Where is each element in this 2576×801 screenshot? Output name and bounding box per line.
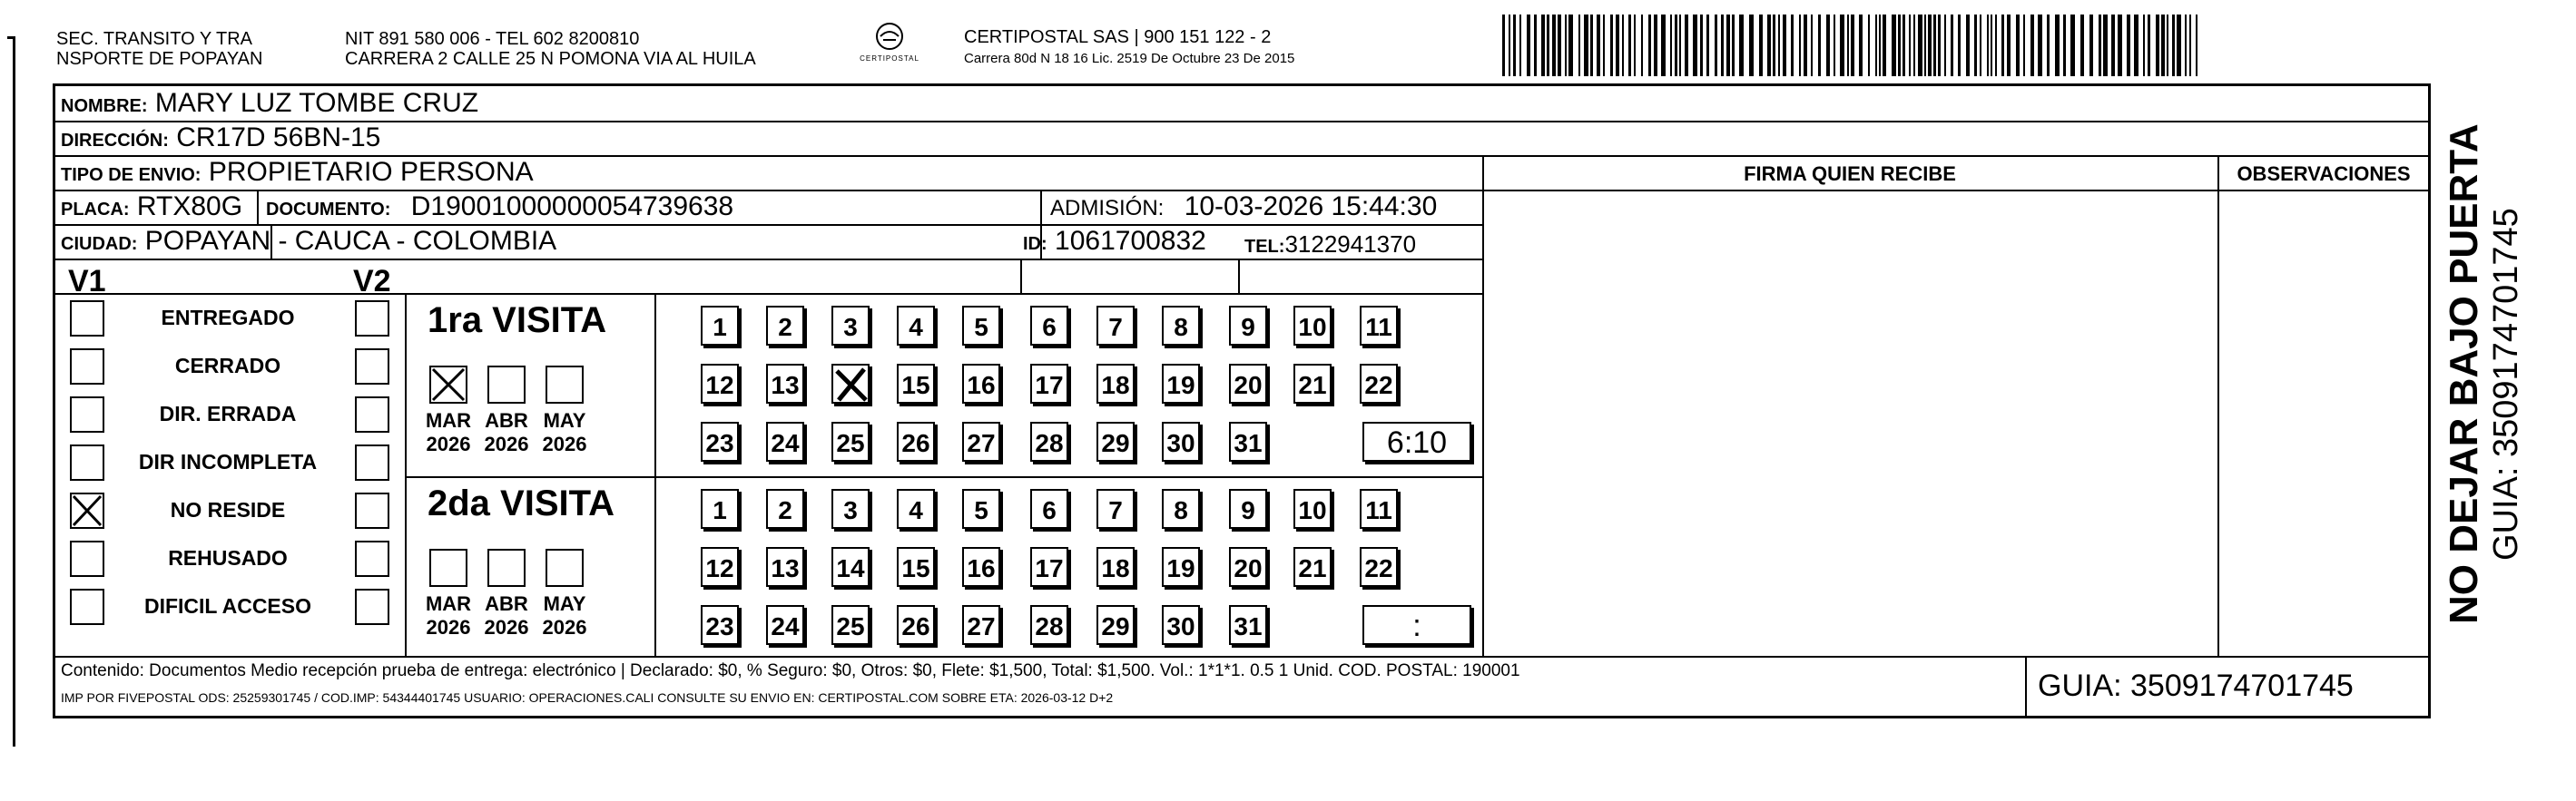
day-checkbox[interactable]: 14 <box>831 547 870 587</box>
barcode-bar <box>1818 15 1821 76</box>
day-checkbox[interactable]: 17 <box>1030 547 1068 587</box>
barcode-bar <box>1628 15 1631 76</box>
month-year: 2026 <box>542 616 587 639</box>
barcode-bar <box>1995 15 1997 76</box>
barcode-bar <box>2118 15 2122 76</box>
barcode-bar <box>1826 15 1830 76</box>
day-checkbox[interactable]: 11 <box>1360 489 1398 529</box>
barcode-bar <box>1859 15 1863 76</box>
barcode-bar <box>2161 15 2165 76</box>
barcode-bar <box>1641 15 1643 76</box>
barcode-bar <box>1958 15 1961 76</box>
v2-checkbox[interactable] <box>355 348 389 385</box>
barcode-bar <box>1868 15 1870 76</box>
barcode-bar <box>1944 15 1946 76</box>
plate-row <box>61 190 242 226</box>
admission-label: ADMISIÓN: <box>1050 196 1165 220</box>
recipient-address: CR17D 56BN-15 <box>176 122 381 152</box>
barcode-bar <box>1726 15 1730 76</box>
barcode-bar <box>2111 15 2115 76</box>
month-name: MAR <box>425 592 472 615</box>
address-label: DIRECCIÓN: <box>61 131 169 151</box>
barcode-bar <box>1513 15 1516 76</box>
barcode-bar <box>1898 15 1901 76</box>
barcode-bar <box>2080 15 2084 76</box>
barcode-bar <box>1875 15 1877 76</box>
barcode-bar <box>1799 15 1801 76</box>
barcode-bar <box>2172 15 2175 76</box>
barcode-bar <box>1519 15 1521 76</box>
barcode-bar <box>2038 15 2042 76</box>
day-checkbox[interactable]: 10 <box>1293 489 1332 529</box>
type-label: TIPO DE ENVIO: <box>61 165 202 185</box>
month-name: MAY <box>543 409 586 432</box>
day-checkbox[interactable]: 7 <box>1096 489 1135 529</box>
month-name: ABR <box>485 409 528 432</box>
day-checkbox[interactable]: 23 <box>701 422 739 462</box>
barcode <box>1502 15 2201 76</box>
barcode-bar <box>1791 15 1794 76</box>
tel-label: TEL: <box>1244 237 1285 257</box>
side-guia: GUIA: 3509174701745 <box>2487 208 2525 561</box>
day-checkbox[interactable]: 5 <box>962 306 1000 346</box>
v1-heading: V1 <box>68 264 106 298</box>
barcode-bar <box>1622 15 1624 76</box>
barcode-bar <box>2001 15 2004 76</box>
day-checkbox[interactable]: 20 <box>1229 547 1267 587</box>
day-checkbox[interactable]: 13 <box>766 547 804 587</box>
day-checkbox[interactable]: 26 <box>897 605 935 645</box>
barcode-bar <box>1541 15 1545 76</box>
barcode-bar <box>1654 15 1657 76</box>
barcode-bar <box>2103 15 2108 76</box>
barcode-bar <box>1547 15 1549 76</box>
status-label: ENTREGADO <box>161 306 295 329</box>
barcode-bar <box>1558 15 1561 76</box>
barcode-bar <box>2047 15 2050 76</box>
day-checkbox[interactable]: 5 <box>962 489 1000 529</box>
delivery-form <box>53 83 2431 718</box>
day-checkbox[interactable]: 18 <box>1096 364 1135 404</box>
name-label: NOMBRE: <box>61 96 148 116</box>
day-checkbox[interactable]: 19 <box>1162 547 1200 587</box>
v2-heading: V2 <box>353 264 391 298</box>
day-checkbox[interactable]: 22 <box>1360 547 1398 587</box>
month-label <box>537 592 592 640</box>
month-year: 2026 <box>484 433 529 455</box>
barcode-bar <box>1847 15 1849 76</box>
month-name: MAR <box>425 409 472 432</box>
day-checkbox[interactable]: 27 <box>962 605 1000 645</box>
v1-checkbox[interactable] <box>70 348 104 385</box>
barcode-bar <box>1568 15 1573 76</box>
barcode-bar <box>1693 15 1697 76</box>
visit-title: 2da VISITA <box>428 484 615 523</box>
v1-checkbox[interactable] <box>70 541 104 577</box>
day-checkbox[interactable]: 2 <box>766 306 804 346</box>
day-checkbox[interactable]: 20 <box>1229 364 1267 404</box>
v2-checkbox[interactable] <box>355 493 389 529</box>
barcode-bar <box>1634 15 1636 76</box>
barcode-bar <box>1834 15 1835 76</box>
barcode-bar <box>1552 15 1556 76</box>
barcode-bar <box>1773 15 1775 76</box>
barcode-bar <box>1991 15 1992 76</box>
month-checkbox[interactable] <box>429 366 467 404</box>
month-checkbox[interactable] <box>546 366 584 404</box>
barcode-bar <box>1903 15 1905 76</box>
barcode-bar <box>1783 15 1786 76</box>
barcode-bar <box>1732 15 1735 76</box>
status-label: DIR. ERRADA <box>159 402 297 425</box>
v2-checkbox[interactable] <box>355 396 389 433</box>
barcode-bar <box>2189 15 2191 76</box>
id-label: ID: <box>1023 234 1047 254</box>
day-checkbox[interactable]: 30 <box>1162 422 1200 462</box>
day-mark <box>833 366 870 404</box>
barcode-bar <box>2007 15 2011 76</box>
day-checkbox[interactable]: 13 <box>766 364 804 404</box>
month-name: ABR <box>485 592 528 615</box>
day-checkbox[interactable]: 25 <box>831 422 870 462</box>
day-checkbox[interactable]: 6 <box>1030 306 1068 346</box>
barcode-bar <box>1928 15 1932 76</box>
nit-block <box>345 29 756 69</box>
day-checkbox[interactable]: 9 <box>1229 489 1267 529</box>
day-checkbox[interactable]: 16 <box>962 364 1000 404</box>
barcode-bar <box>2167 15 2168 76</box>
barcode-bar <box>1739 15 1744 76</box>
barcode-bar <box>1938 15 1941 76</box>
status-label: DIR INCOMPLETA <box>138 450 318 474</box>
barcode-bar <box>1670 15 1672 76</box>
day-checkbox[interactable]: 4 <box>897 306 935 346</box>
barcode-bar <box>2070 15 2075 76</box>
day-checkbox[interactable]: 25 <box>831 605 870 645</box>
barcode-bar <box>1749 15 1754 76</box>
barcode-bar <box>1679 15 1681 76</box>
month-label <box>421 409 476 456</box>
barcode-bar <box>1616 15 1619 76</box>
month-year: 2026 <box>426 433 471 455</box>
day-checkbox[interactable]: 28 <box>1030 605 1068 645</box>
day-checkbox[interactable]: 3 <box>831 306 870 346</box>
nit-line-1: NIT 891 580 006 - TEL 602 8200810 <box>345 29 640 49</box>
barcode-bar <box>1879 15 1881 76</box>
document-value: D19001000000054739638 <box>410 191 734 221</box>
document-row <box>266 190 733 226</box>
city-label: CIUDAD: <box>61 234 138 254</box>
day-checkbox[interactable]: 9 <box>1229 306 1267 346</box>
observations-header: OBSERVACIONES <box>2237 162 2411 185</box>
barcode-bar <box>1578 15 1580 76</box>
time-field[interactable]: : <box>1362 605 1471 645</box>
barcode-bar <box>1759 15 1763 76</box>
day-checkbox[interactable]: 21 <box>1293 547 1332 587</box>
barcode-bar <box>1913 15 1915 76</box>
company-block <box>964 27 1294 67</box>
month-label <box>537 409 592 456</box>
issuer-line-1: SEC. TRANSITO Y TRA <box>56 29 252 49</box>
barcode-bar <box>1565 15 1567 76</box>
admission-value: 10-03-2026 15:44:30 <box>1184 191 1438 221</box>
v2-checkbox[interactable] <box>355 444 389 481</box>
admission-row <box>1050 190 1437 225</box>
day-checkbox[interactable]: 23 <box>701 605 739 645</box>
barcode-bar <box>1951 15 1953 76</box>
barcode-bar <box>2134 15 2138 76</box>
type-row <box>61 156 534 191</box>
day-checkbox[interactable]: 10 <box>1293 306 1332 346</box>
day-checkbox[interactable]: 22 <box>1360 364 1398 404</box>
id-value: 1061700832 <box>1055 226 1206 256</box>
nit-line-2: CARRERA 2 CALLE 25 N POMONA VIA AL HUILA <box>345 49 756 69</box>
day-checkbox[interactable]: 24 <box>766 422 804 462</box>
v1-checkbox[interactable] <box>70 493 104 529</box>
barcode-bar <box>2185 15 2187 76</box>
barcode-bar <box>1966 15 1970 76</box>
day-checkbox[interactable]: 27 <box>962 422 1000 462</box>
status-label: CERRADO <box>174 354 281 377</box>
time-field[interactable]: 6:10 <box>1362 422 1471 462</box>
day-checkbox[interactable]: 29 <box>1096 605 1135 645</box>
month-label <box>479 592 534 640</box>
barcode-bar <box>2148 15 2150 76</box>
month-checkbox[interactable] <box>487 366 526 404</box>
issuer-block <box>56 29 262 69</box>
barcode-bar <box>1675 15 1677 76</box>
day-checkbox[interactable]: 21 <box>1293 364 1332 404</box>
status-label: REHUSADO <box>168 546 288 570</box>
barcode-bar <box>1648 15 1651 76</box>
visit-title: 1ra VISITA <box>428 300 607 340</box>
city-row <box>61 225 556 260</box>
barcode-bar <box>1918 15 1922 76</box>
left-margin-bracket <box>7 36 15 747</box>
day-checkbox[interactable]: 29 <box>1096 422 1135 462</box>
month-year: 2026 <box>542 433 587 455</box>
v2-checkbox[interactable] <box>355 589 389 625</box>
status-label: NO RESIDE <box>170 498 286 522</box>
barcode-bar <box>1811 15 1813 76</box>
barcode-bar <box>1883 15 1886 76</box>
barcode-bar <box>2016 15 2020 76</box>
recipient-name: MARY LUZ TOMBE CRUZ <box>154 88 479 118</box>
barcode-bar <box>1706 15 1709 76</box>
month-checkbox[interactable] <box>429 549 467 587</box>
day-checkbox[interactable]: 8 <box>1162 489 1200 529</box>
v1-checkbox[interactable] <box>70 396 104 433</box>
barcode-bar <box>1661 15 1666 76</box>
footer-guia: GUIA: 3509174701745 <box>2038 669 2354 703</box>
barcode-bar <box>2177 15 2181 76</box>
barcode-bar <box>1584 15 1588 76</box>
month-label <box>479 409 534 456</box>
document-label: DOCUMENTO: <box>266 200 391 220</box>
day-checkbox[interactable]: 8 <box>1162 306 1200 346</box>
day-checkbox[interactable]: 1 <box>701 306 739 346</box>
barcode-bar <box>1909 15 1911 76</box>
barcode-bar <box>2063 15 2066 76</box>
barcode-bar <box>2030 15 2034 76</box>
barcode-bar <box>2196 15 2197 76</box>
barcode-bar <box>1987 15 1989 76</box>
day-checkbox[interactable]: 15 <box>897 364 935 404</box>
barcode-bar <box>2143 15 2145 76</box>
day-checkbox[interactable]: 19 <box>1162 364 1200 404</box>
month-year: 2026 <box>484 616 529 639</box>
day-checkbox[interactable]: 17 <box>1030 364 1068 404</box>
issuer-line-2: NSPORTE DE POPAYAN <box>56 49 263 69</box>
footer-content: Contenido: Documentos Medio recepción prueba de entrega: electrónico | Declarado: $0, % Seguro: $0, Otros: $0, Flete: $1,500, Total: $1,500. Vol.: 1*1*1. 0.5 1 Unid. COD. POSTAL: 190001 <box>61 661 1520 680</box>
v2-checkbox[interactable] <box>355 541 389 577</box>
status-label: DIFICIL ACCESO <box>143 594 311 618</box>
barcode-bar <box>1700 15 1703 76</box>
barcode-bar <box>1610 15 1613 76</box>
certipostal-logo <box>849 20 930 71</box>
barcode-bar <box>1597 15 1600 76</box>
day-checkbox[interactable]: 12 <box>701 364 739 404</box>
shipment-type: PROPIETARIO PERSONA <box>208 157 534 187</box>
day-checkbox[interactable]: 18 <box>1096 547 1135 587</box>
v1-checkbox[interactable] <box>70 300 104 337</box>
plate-label: PLACA: <box>61 200 130 220</box>
barcode-bar <box>1933 15 1936 76</box>
barcode-bar <box>1721 15 1724 76</box>
footer-imp: IMP POR FIVEPOSTAL ODS: 25259301745 / COD.IMP: 54344401745 USUARIO: OPERACIONES.CALI CONSULTE SU ENVIO EN: CERTIPOSTAL.COM SOBRE ETA: 2026-03-12 D+2 <box>61 690 1114 705</box>
day-checkbox[interactable]: 24 <box>766 605 804 645</box>
month-name: MAY <box>543 592 586 615</box>
barcode-bar <box>1509 15 1510 76</box>
day-checkbox[interactable]: 3 <box>831 489 870 529</box>
day-checkbox[interactable]: 15 <box>897 547 935 587</box>
id-row <box>1023 225 1206 260</box>
barcode-bar <box>1603 15 1605 76</box>
day-checkbox[interactable]: 11 <box>1360 306 1398 346</box>
logo-text: CERTIPOSTAL <box>860 54 919 63</box>
barcode-bar <box>1767 15 1771 76</box>
barcode-bar <box>2127 15 2130 76</box>
day-checkbox[interactable]: 7 <box>1096 306 1135 346</box>
day-checkbox[interactable]: 31 <box>1229 422 1267 462</box>
barcode-bar <box>1502 15 1505 76</box>
barcode-bar <box>1892 15 1896 76</box>
v1-checkbox[interactable] <box>70 444 104 481</box>
barcode-bar <box>1778 15 1780 76</box>
day-checkbox[interactable]: 1 <box>701 489 739 529</box>
month-year: 2026 <box>426 616 471 639</box>
day-checkbox[interactable]: 30 <box>1162 605 1200 645</box>
barcode-bar <box>2055 15 2060 76</box>
barcode-bar <box>1715 15 1717 76</box>
day-checkbox[interactable]: 28 <box>1030 422 1068 462</box>
address-row <box>61 122 380 157</box>
name-row <box>61 87 478 122</box>
signature-header: FIRMA QUIEN RECIBE <box>1744 162 1956 185</box>
barcode-bar <box>1974 15 1977 76</box>
barcode-bar <box>1924 15 1926 76</box>
barcode-bar <box>1534 15 1537 76</box>
barcode-bar <box>1980 15 1981 76</box>
tel-value: 3122941370 <box>1284 230 1417 258</box>
day-checkbox[interactable] <box>831 364 870 404</box>
plate-value: RTX80G <box>136 191 243 221</box>
month-checkbox[interactable] <box>546 549 584 587</box>
side-notice: NO DEJAR BAJO PUERTA <box>2442 123 2486 624</box>
company-line-2: Carrera 80d N 18 16 Lic. 2519 De Octubre 23 De 2015 <box>964 51 1295 66</box>
barcode-bar <box>2156 15 2159 76</box>
barcode-bar <box>2089 15 2093 76</box>
v2-checkbox[interactable] <box>355 300 389 337</box>
barcode-bar <box>2099 15 2101 76</box>
day-checkbox[interactable]: 31 <box>1229 605 1267 645</box>
day-checkbox[interactable]: 6 <box>1030 489 1068 529</box>
barcode-bar <box>1590 15 1593 76</box>
month-label <box>421 592 476 640</box>
tel-row <box>1244 228 1416 263</box>
company-line-1: CERTIPOSTAL SAS | 900 151 122 - 2 <box>964 27 1272 47</box>
day-checkbox[interactable]: 26 <box>897 422 935 462</box>
day-checkbox[interactable]: 16 <box>962 547 1000 587</box>
barcode-bar <box>1840 15 1844 76</box>
day-checkbox[interactable]: 4 <box>897 489 935 529</box>
barcode-bar <box>1804 15 1807 76</box>
barcode-bar <box>1685 15 1688 76</box>
barcode-bar <box>2023 15 2025 76</box>
day-checkbox[interactable]: 12 <box>701 547 739 587</box>
barcode-bar <box>1527 15 1530 76</box>
month-checkbox[interactable] <box>487 549 526 587</box>
barcode-bar <box>1851 15 1854 76</box>
day-checkbox[interactable]: 2 <box>766 489 804 529</box>
v1-checkbox[interactable] <box>70 589 104 625</box>
city-value: POPAYAN - CAUCA - COLOMBIA <box>144 226 557 256</box>
